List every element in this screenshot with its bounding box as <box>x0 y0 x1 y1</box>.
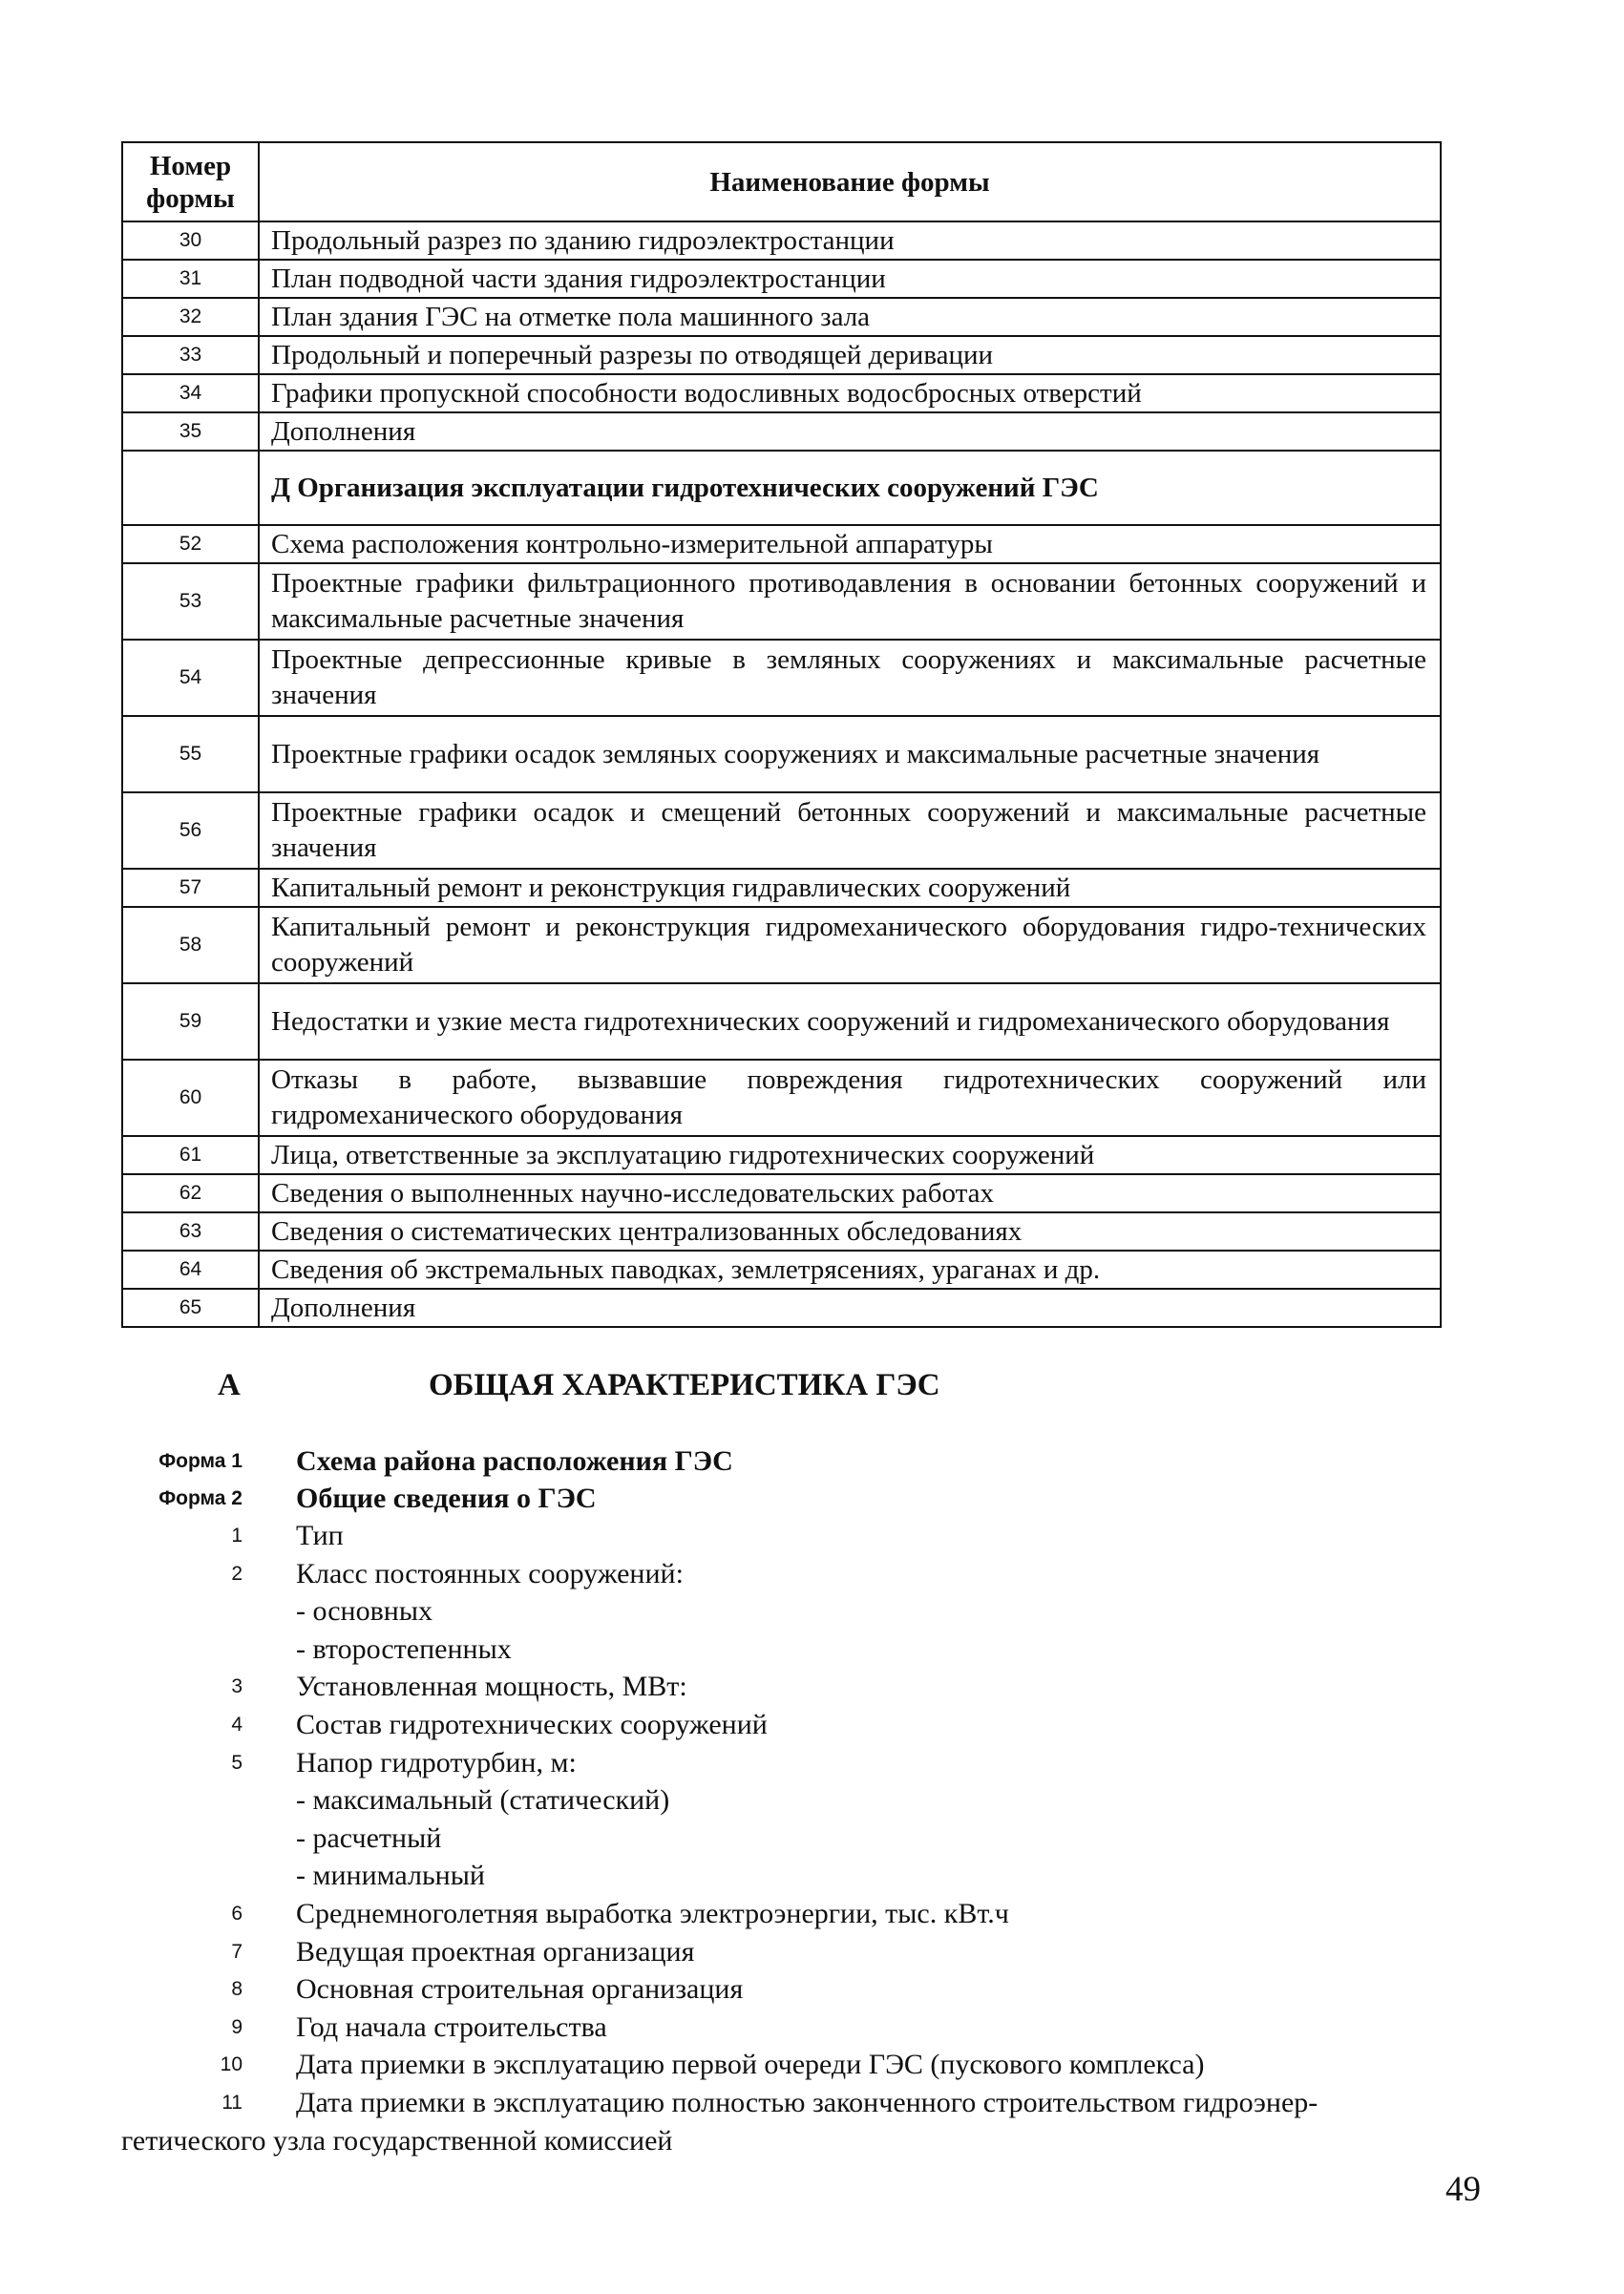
item-text: Дата приемки в эксплуатацию полностью законченного строительством гидроэнер- <box>296 2087 1318 2118</box>
table-row <box>122 221 1441 260</box>
list-item <box>0 1706 1624 1744</box>
item-text: Год начала строительства <box>296 2011 607 2043</box>
list-item <box>0 1555 1624 1593</box>
item-number: 4 <box>231 1714 243 1736</box>
form-number-cell: 58 <box>122 907 259 983</box>
form-number-cell: 65 <box>122 1289 259 1327</box>
section-title: ОБЩАЯ ХАРАКТЕРИСТИКА ГЭС <box>429 1368 940 1402</box>
item-text: - расчетный <box>296 1822 442 1854</box>
form-number-cell: 63 <box>122 1212 259 1251</box>
form-name-cell: Дополнения <box>259 1289 1441 1327</box>
item-number: 8 <box>231 1978 243 2000</box>
table-row <box>122 451 1441 525</box>
item-text: Основная строительная организация <box>296 1973 744 2005</box>
header-form-number: Номер формы <box>122 142 259 221</box>
form-name-cell: Графики пропускной способности водосливных водосбросных отверстий <box>259 374 1441 412</box>
forms-table <box>121 141 1442 1328</box>
table-row <box>122 716 1441 792</box>
form-name-cell: Капитальный ремонт и реконструкция гидравлических сооружений <box>259 869 1441 907</box>
table-row <box>122 869 1441 907</box>
form-number-cell: 57 <box>122 869 259 907</box>
table-row <box>122 1136 1441 1174</box>
form-number-cell: 54 <box>122 640 259 716</box>
section-heading <box>0 1368 1624 1406</box>
table-header-row <box>122 142 1441 221</box>
item-text: Дата приемки в эксплуатацию первой очереди ГЭС (пускового комплекса) <box>296 2049 1205 2080</box>
table-row <box>122 1060 1441 1136</box>
item-text: Ведущая проектная организация <box>296 1936 695 1968</box>
form-name-cell: Сведения об экстремальных паводках, землетрясениях, ураганах и др. <box>259 1251 1441 1289</box>
item-text: - минимальный <box>296 1860 485 1891</box>
list-item <box>0 2084 1624 2122</box>
list-item <box>0 1592 1624 1631</box>
form-label: Форма 2 <box>158 1487 243 1509</box>
form-number-cell: 31 <box>122 260 259 298</box>
form-name-cell: Сведения о выполненных научно-исследовательских работах <box>259 1174 1441 1212</box>
form-number-cell: 30 <box>122 221 259 260</box>
table-row <box>122 412 1441 451</box>
table-row <box>122 1174 1441 1212</box>
form-number-cell: 32 <box>122 298 259 336</box>
form-name-cell: Дополнения <box>259 412 1441 451</box>
form-name-cell: Проектные депрессионные кривые в земляных сооружениях и максимальные расчетные значения <box>259 640 1441 716</box>
list-item <box>0 1895 1624 1933</box>
form-title: Общие сведения о ГЭС <box>296 1483 597 1514</box>
list-item <box>0 1517 1624 1555</box>
table-row <box>122 1289 1441 1327</box>
form-name-cell: Проектные графики осадок и смещений бетонных сооружений и максимальные расчетные значения <box>259 792 1441 869</box>
item-text: Установленная мощность, МВт: <box>296 1671 687 1702</box>
list-item <box>0 1970 1624 2009</box>
header-form-name: Наименование формы <box>259 142 1441 221</box>
table-row <box>122 640 1441 716</box>
form-heading-line <box>0 1442 1624 1481</box>
form-number-cell: 56 <box>122 792 259 869</box>
list-item <box>0 1857 1624 1895</box>
form-name-cell: План подводной части здания гидроэлектростанции <box>259 260 1441 298</box>
table-row <box>122 563 1441 640</box>
form-heading-line <box>0 1480 1624 1518</box>
form-number-cell: 52 <box>122 525 259 563</box>
form-title: Схема района расположения ГЭС <box>296 1445 733 1477</box>
form-number-cell: 33 <box>122 336 259 374</box>
item-text: Тип <box>296 1520 344 1551</box>
list-item <box>0 1781 1624 1820</box>
list-item <box>0 2046 1624 2084</box>
item-text: - второстепенных <box>296 1633 512 1665</box>
table-row <box>122 1251 1441 1289</box>
table-row <box>122 525 1441 563</box>
list-item <box>0 1744 1624 1782</box>
form-name-cell: Схема расположения контрольно-измерительной аппаратуры <box>259 525 1441 563</box>
list-item <box>0 1668 1624 1706</box>
table-row <box>122 336 1441 374</box>
item-number: 11 <box>221 2092 243 2114</box>
form-name-cell: Капитальный ремонт и реконструкция гидромеханического оборудования гидро-технических сооружений <box>259 907 1441 983</box>
form-name-cell: Проектные графики осадок земляных сооружениях и максимальные расчетные значения <box>259 716 1441 792</box>
item-number: 7 <box>231 1941 243 1963</box>
form-name-cell: Сведения о систематических централизованных обследованиях <box>259 1212 1441 1251</box>
list-item <box>0 2009 1624 2047</box>
item-number: 6 <box>231 1903 243 1925</box>
item-number: 1 <box>231 1525 243 1547</box>
list-item <box>0 1933 1624 1971</box>
page-number: 49 <box>1445 2170 1481 2209</box>
table-row <box>122 374 1441 412</box>
section-letter: А <box>218 1368 241 1402</box>
form-name-cell: Продольный и поперечный разрезы по отводящей деривации <box>259 336 1441 374</box>
table-row <box>122 907 1441 983</box>
item-text: Напор гидротурбин, м: <box>296 1747 577 1778</box>
form-number-cell: 64 <box>122 1251 259 1289</box>
form-number-cell: 60 <box>122 1060 259 1136</box>
table-row <box>122 260 1441 298</box>
table-row <box>122 983 1441 1060</box>
table-row <box>122 298 1441 336</box>
section-row-title: Д Организация эксплуатации гидротехнических сооружений ГЭС <box>259 451 1441 525</box>
form-name-cell: Отказы в работе, вызвавшие повреждения гидротехнических сооружений или гидромеханического оборудования <box>259 1060 1441 1136</box>
item-number: 5 <box>231 1752 243 1774</box>
item-text: - основных <box>296 1595 432 1627</box>
form-number-cell: 35 <box>122 412 259 451</box>
form-name-cell: Недостатки и узкие места гидротехнических сооружений и гидромеханического оборудования <box>259 983 1441 1060</box>
form-name-cell: Проектные графики фильтрационного противодавления в основании бетонных сооружений и максимальные расчетные значения <box>259 563 1441 640</box>
table-row <box>122 792 1441 869</box>
item-number: 2 <box>231 1563 243 1585</box>
form-number-cell: 61 <box>122 1136 259 1174</box>
form-number-cell: 62 <box>122 1174 259 1212</box>
list-item <box>0 1820 1624 1858</box>
form-number-cell: 34 <box>122 374 259 412</box>
form-name-cell: Продольный разрез по зданию гидроэлектростанции <box>259 221 1441 260</box>
form-name-cell: План здания ГЭС на отметке пола машинного зала <box>259 298 1441 336</box>
form-number-cell: 53 <box>122 563 259 640</box>
form-number-cell: 55 <box>122 716 259 792</box>
item-text: Среднемноголетняя выработка электроэнергии, тыс. кВт.ч <box>296 1898 1009 1929</box>
table-row <box>122 1212 1441 1251</box>
form-number-cell <box>122 451 259 525</box>
item-number: 9 <box>231 2016 243 2038</box>
item-text: Класс постоянных сооружений: <box>296 1558 684 1589</box>
item-text: - максимальный (статический) <box>296 1784 670 1816</box>
item-11-continuation: гетического узла государственной комиссией <box>121 2125 673 2157</box>
item-text: Состав гидротехнических сооружений <box>296 1709 768 1740</box>
list-item <box>0 1631 1624 1669</box>
form-name-cell: Лица, ответственные за эксплуатацию гидротехнических сооружений <box>259 1136 1441 1174</box>
item-number: 3 <box>231 1675 243 1697</box>
form-number-cell: 59 <box>122 983 259 1060</box>
form-label: Форма 1 <box>158 1450 243 1472</box>
item-number: 10 <box>220 2053 243 2075</box>
